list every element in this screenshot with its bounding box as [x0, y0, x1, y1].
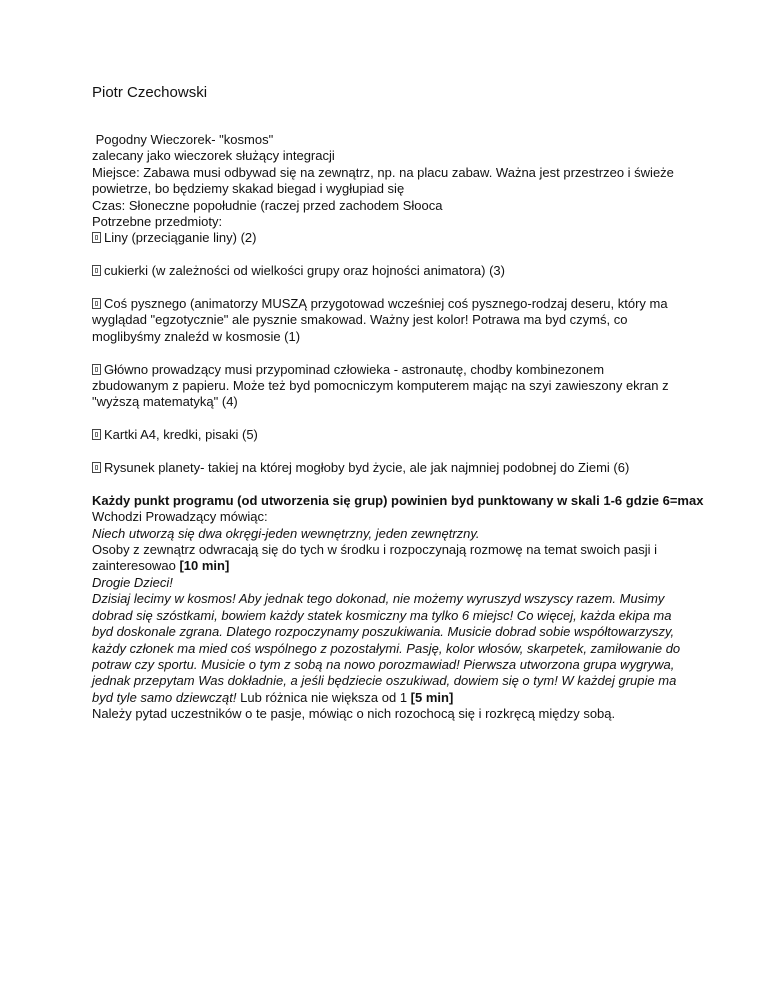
- list-item-continuation: "wyższą matematyką" (4): [92, 394, 238, 410]
- speech-line: każdy członek ma mied coś wspólnego z pozostałymi. Pasję, kolor włosów, skarpetek, zamiłowanie do: [92, 640, 681, 656]
- task-line-2: zainteresowao [10 min]: [92, 558, 230, 574]
- bullet-icon: [92, 265, 101, 276]
- list-item-continuation: moglibyśmy znaleźd w kosmosie (1): [92, 328, 301, 344]
- speech-line: byd doskonale zgrana. Dlatego rozpoczynamy poszukiwania. Musicie dobrad sobie współtowarzyszy,: [92, 624, 675, 640]
- bullet-icon: [92, 298, 101, 309]
- bullet-icon: [92, 429, 101, 440]
- event-purpose: zalecany jako wieczorek służący integracji: [92, 148, 335, 164]
- speech-time: [5 min]: [410, 689, 454, 705]
- list-item: cukierki (w zależności od wielkości grupy oraz hojności animatora) (3): [92, 263, 692, 279]
- speech-line: Drogie Dzieci!: [92, 574, 173, 590]
- task-line-1: Osoby z zewnątrz odwracają się do tych w środku i rozpoczynają rozmowę na temat swoich pasji i: [92, 542, 658, 558]
- list-item-continuation: wyglądad "egzotycznie" ale pysznie smakowad. Ważny jest kolor! Potrawa ma byd czymś, co: [92, 312, 628, 328]
- list-item: Rysunek planety- takiej na której mogłoby byd życie, ale jak najmniej podobnej do Ziemi (6): [92, 460, 692, 476]
- speech-line: dobrad się szóstkami, bowiem każdy statek kosmiczny ma tylko 6 miejsc! Co więcej, każda ekipa ma: [92, 607, 672, 623]
- speech-line: potraw czy sportu. Musicie o tym z sobą na nowo porozmawiad! Pierwsza utworzona grupa wygrywa,: [92, 656, 675, 672]
- list-item: Coś pysznego (animatorzy MUSZĄ przygotowad wcześniej coś pysznego-rodzaj deseru, który ma: [92, 296, 692, 312]
- speech-line: Dzisiaj lecimy w kosmos! Aby jednak tego dokonad, nie możemy wyruszyd wszyscy razem. Musimy: [92, 591, 665, 607]
- speech-last-line: byd tyle samo dziewcząt! Lub różnica nie większa od 1 [5 min]: [92, 689, 454, 705]
- host-enters: Wchodzi Prowadzący mówiąc:: [92, 509, 268, 525]
- task-time: [10 min]: [179, 558, 230, 574]
- event-title: Pogodny Wieczorek- "kosmos": [92, 132, 274, 147]
- list-item-continuation: zbudowanym z papieru. Może też byd pomocniczym komputerem mając na szyi zawieszony ekran z: [92, 378, 669, 394]
- document-body: [92, 132, 704, 723]
- time-line: Czas: Słoneczne popołudnie (raczej przed zachodem Słooca: [92, 197, 443, 213]
- scoring-rule: Każdy punkt programu (od utworzenia się grup) powinien byd punktowany w skali 1-6 gdzie 6=max: [92, 492, 704, 508]
- list-item: Kartki A4, kredki, pisaki (5): [92, 427, 692, 443]
- bullet-icon: [92, 462, 101, 473]
- speech-line: jednak przepytam Was dokładnie, a jeśli będziecie oszukiwad, dowiem się o tym! W każdej grupie ma: [92, 673, 677, 689]
- list-item: Liny (przeciąganie liny) (2): [92, 230, 692, 246]
- items-heading: Potrzebne przedmioty:: [92, 214, 223, 230]
- host-instruction: Niech utworzą się dwa okręgi-jeden wewnętrzny, jeden zewnętrzny.: [92, 525, 480, 541]
- closing-note: Należy pytad uczestników o te pasje, mówiąc o nich rozochocą się i rozkręcą między sobą.: [92, 706, 616, 722]
- bullet-icon: [92, 232, 101, 243]
- location-line-1: Miejsce: Zabawa musi odbywad się na zewnątrz, np. na placu zabaw. Ważna jest przestrzeo i świeże: [92, 164, 674, 180]
- author-name: Piotr Czechowski: [92, 84, 208, 101]
- list-item: Główno prowadzący musi przypominad człowieka - astronautę, chodby kombinezonem: [92, 362, 692, 378]
- location-line-2: powietrze, bo będziemy skakad biegad i wygłupiad się: [92, 181, 405, 197]
- bullet-icon: [92, 364, 101, 375]
